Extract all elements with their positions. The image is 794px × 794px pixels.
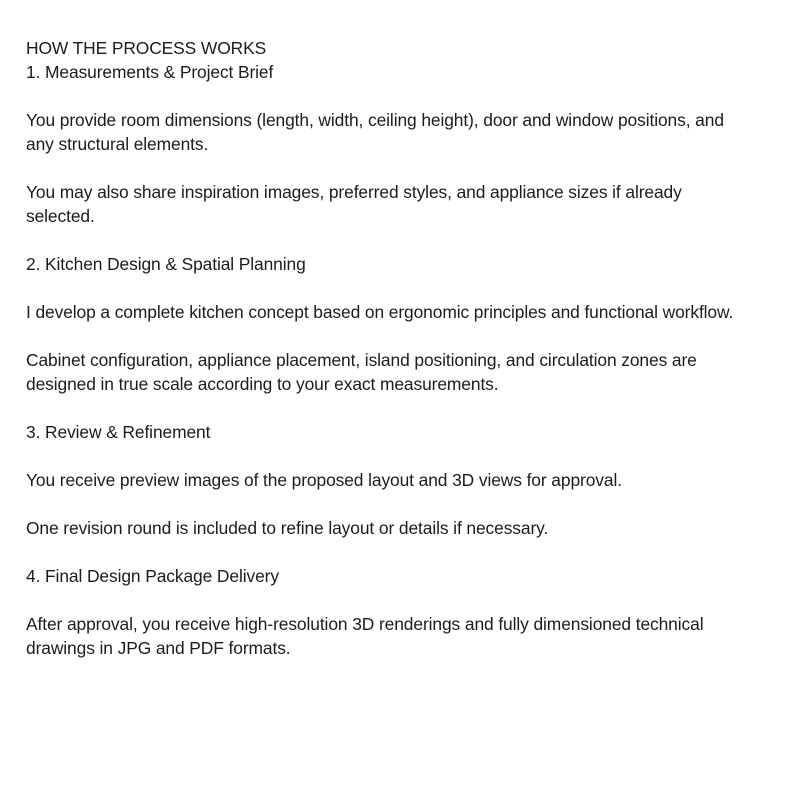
spacer [26,324,776,348]
step-1-paragraph-2 [26,180,776,228]
document-heading: HOW THE PROCESS WORKS [26,38,267,58]
paragraph-line: designed in true scale according to your exact measurements. [26,374,499,394]
paragraph-line: One revision round is included to refine layout or details if necessary. [26,518,549,538]
step-3-paragraph-2 [26,516,776,540]
spacer [26,276,776,300]
paragraph-line: You receive preview images of the proposed layout and 3D views for approval. [26,470,622,490]
process-document [26,36,776,660]
spacer [26,396,776,420]
paragraph-line: I develop a complete kitchen concept based on ergonomic principles and functional workflow. [26,302,734,322]
spacer [26,156,776,180]
step-1-title: 1. Measurements & Project Brief [26,62,274,82]
paragraph-line: You provide room dimensions (length, width, ceiling height), door and window positions, and [26,110,724,130]
spacer [26,228,776,252]
step-3-paragraph-1 [26,468,776,492]
step-2-title: 2. Kitchen Design & Spatial Planning [26,254,306,274]
paragraph-line: selected. [26,206,95,226]
spacer [26,84,776,108]
step-2-paragraph-2 [26,348,776,396]
spacer [26,540,776,564]
paragraph-line: drawings in JPG and PDF formats. [26,638,291,658]
step-4-title: 4. Final Design Package Delivery [26,566,279,586]
step-1-paragraph-1 [26,108,776,156]
paragraph-line: After approval, you receive high-resolution 3D renderings and fully dimensioned technical [26,614,704,634]
spacer [26,492,776,516]
step-4-paragraph-1 [26,612,776,660]
step-3-title: 3. Review & Refinement [26,422,211,442]
paragraph-line: any structural elements. [26,134,209,154]
paragraph-line: You may also share inspiration images, preferred styles, and appliance sizes if already [26,182,682,202]
paragraph-line: Cabinet configuration, appliance placement, island positioning, and circulation zones are [26,350,697,370]
step-2-paragraph-1 [26,300,776,324]
spacer [26,444,776,468]
spacer [26,588,776,612]
